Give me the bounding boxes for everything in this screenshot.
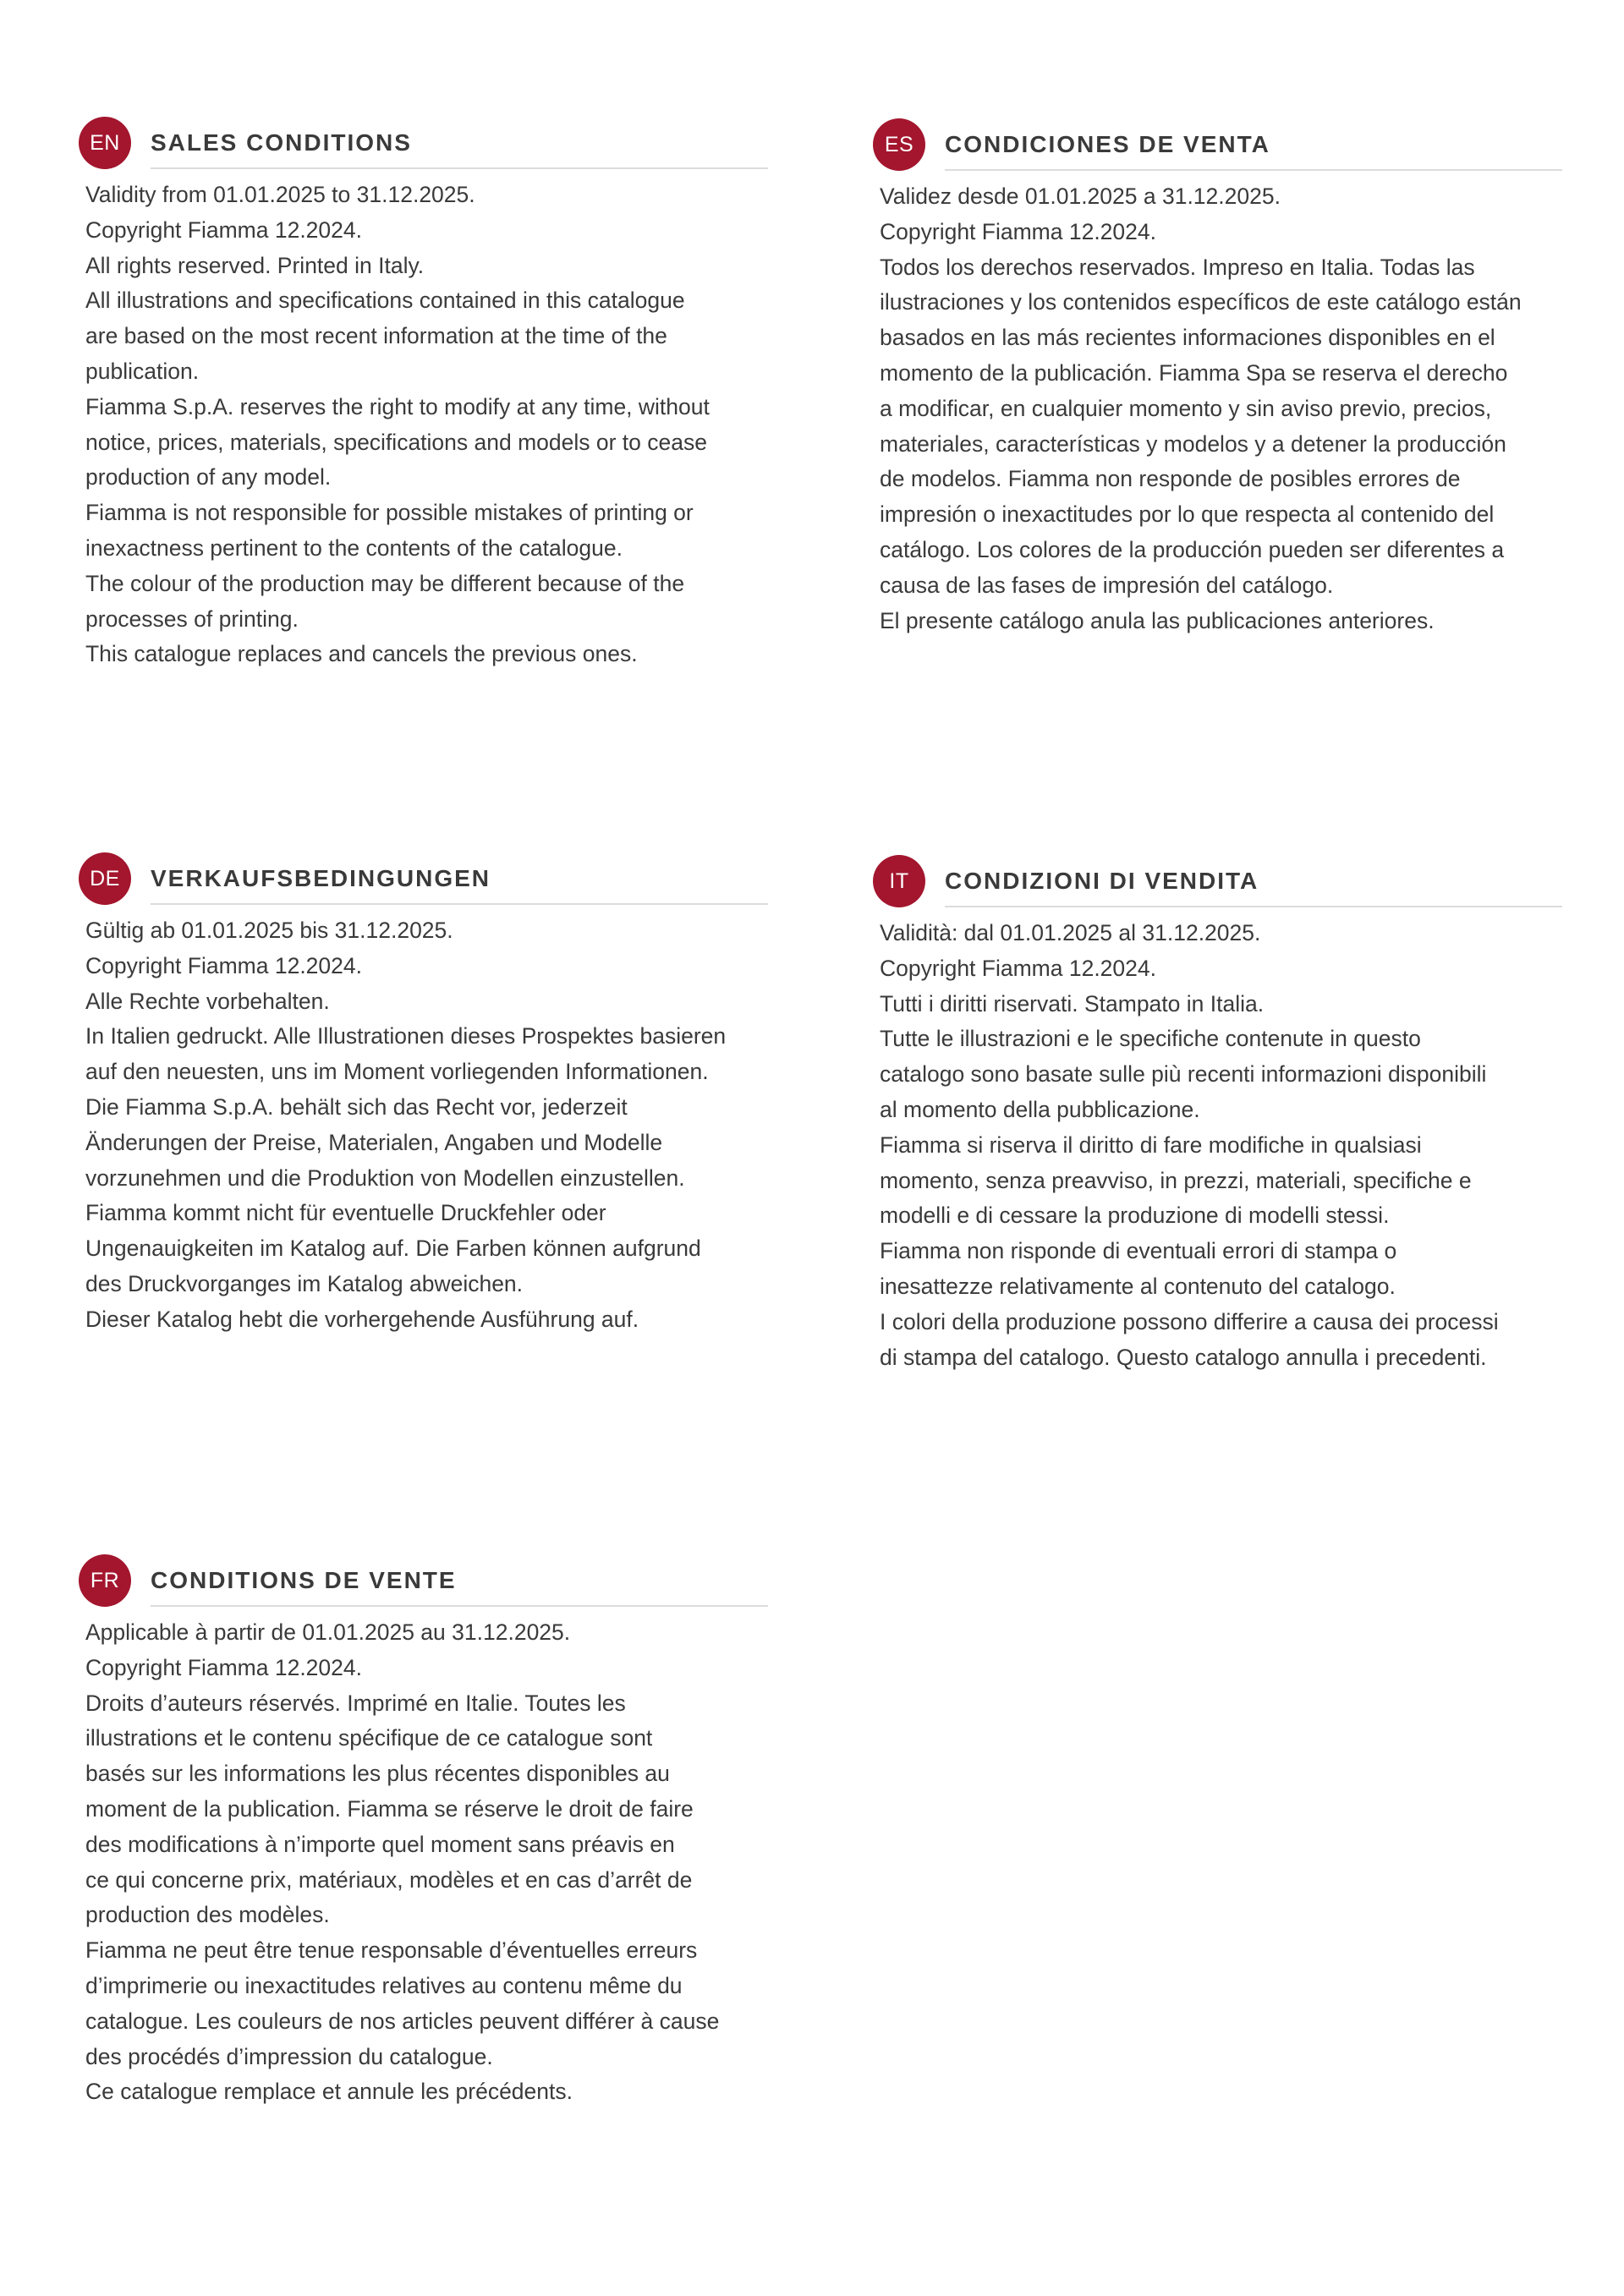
text-line: publication. — [85, 358, 200, 384]
text-line: basados en las más recientes informaciones disponibles en el — [880, 325, 1495, 351]
text-line: auf den neuesten, uns im Moment vorliegenden Informationen. — [85, 1059, 709, 1085]
text-line: Fiamma si riserva il diritto di fare modifiche in qualsiasi — [880, 1132, 1422, 1158]
text-line: causa de las fases de impresión del catálogo. — [880, 572, 1334, 598]
text-line: moment de la publication. Fiamma se réserve le droit de faire — [85, 1795, 694, 1822]
text-line: All illustrations and specifications contained in this catalogue — [85, 288, 685, 314]
section-header — [79, 117, 768, 169]
title-divider — [945, 906, 1562, 907]
text-line: Validità: dal 01.01.2025 al 31.12.2025. — [880, 920, 1261, 945]
section-body — [873, 179, 1562, 638]
text-line: Dieser Katalog hebt die vorhergehende Ausführung auf. — [85, 1306, 639, 1332]
text-line: de modelos. Fiamma non responde de posibles errores de — [880, 466, 1461, 492]
text-line: materiales, características y modelos y a detener la producción — [880, 430, 1506, 457]
text-line: I colori della produzione possono differire a causa dei processi — [880, 1308, 1499, 1334]
title-divider — [151, 167, 768, 169]
text-line: Copyright Fiamma 12.2024. — [880, 218, 1156, 244]
text-line: d’imprimerie ou inexactitudes relatives au contenu même du — [85, 1972, 683, 1998]
text-line: Fiamma non risponde di eventuali errori di stampa o — [880, 1238, 1397, 1264]
text-line: di stampa del catalogo. Questo catalogo annulla i precedenti. — [880, 1344, 1487, 1370]
text-line: In Italien gedruckt. Alle Illustrationen dieses Prospektes basieren — [85, 1023, 727, 1049]
section-fr — [79, 1554, 768, 2110]
text-line: inexactness pertinent to the contents of the catalogue. — [85, 534, 623, 561]
text-line: catalogue. Les couleurs de nos articles peuvent différer à cause — [85, 2008, 720, 2034]
text-line: illustrations et le contenu spécifique de ce catalogue sont — [85, 1725, 653, 1751]
text-line: inesattezze relativamente al contenuto del catalogo. — [880, 1273, 1396, 1299]
title-divider — [151, 1605, 768, 1607]
text-line: impresión o inexactitudes por lo que respecta al contenido del — [880, 501, 1495, 528]
text-line: Copyright Fiamma 12.2024. — [85, 1654, 362, 1680]
text-line: Todos los derechos reservados. Impreso en Italia. Todas las — [880, 254, 1475, 280]
section-title: CONDITIONS DE VENTE — [151, 1567, 457, 1593]
text-line: The colour of the production may be different because of the — [85, 570, 685, 596]
section-de — [79, 852, 768, 1338]
section-title: CONDICIONES DE VENTA — [945, 131, 1270, 157]
text-line: vorzunehmen und die Produktion von Modellen einzustellen. — [85, 1164, 685, 1191]
title-divider — [945, 169, 1562, 171]
section-header — [79, 1554, 768, 1607]
text-line: Validez desde 01.01.2025 a 31.12.2025. — [880, 184, 1281, 209]
text-line: notice, prices, materials, specifications and models or to cease — [85, 429, 707, 455]
text-line: Fiamma is not responsible for possible mistakes of printing or — [85, 500, 694, 526]
text-line: momento de la publicación. Fiamma Spa se reserva el derecho — [880, 359, 1508, 386]
text-line: Fiamma ne peut être tenue responsable d’éventuelles erreurs — [85, 1937, 698, 1964]
language-badge-fr: FR — [79, 1554, 131, 1607]
language-badge-it: IT — [873, 855, 925, 907]
text-line: Fiamma S.p.A. reserves the right to modify at any time, without — [85, 393, 710, 419]
text-line: Copyright Fiamma 12.2024. — [85, 216, 362, 243]
text-line: des procédés d’impression du catalogue. — [85, 2043, 493, 2069]
text-line: catálogo. Los colores de la producción pueden ser diferentes a — [880, 536, 1505, 562]
text-line: Gültig ab 01.01.2025 bis 31.12.2025. — [85, 918, 453, 943]
text-line: Validity from 01.01.2025 to 31.12.2025. — [85, 182, 475, 207]
section-it — [873, 855, 1562, 1375]
text-line: Ce catalogue remplace et annule les précédents. — [85, 2079, 573, 2105]
text-line: Applicable à partir de 01.01.2025 au 31.12.2025. — [85, 1619, 571, 1645]
text-line: modelli e di cessare la produzione di modelli stessi. — [880, 1203, 1390, 1229]
section-es — [873, 118, 1562, 638]
text-line: All rights reserved. Printed in Italy. — [85, 252, 425, 278]
section-body — [79, 178, 768, 672]
title-divider — [151, 903, 768, 905]
section-body — [79, 1615, 768, 2110]
text-line: Änderungen der Preise, Materialen, Angaben und Modelle — [85, 1129, 663, 1155]
text-line: processes of printing. — [85, 606, 299, 632]
text-line: This catalogue replaces and cancels the previous ones. — [85, 641, 638, 667]
section-title: VERKAUFSBEDINGUNGEN — [151, 865, 491, 891]
text-line: Droits d’auteurs réservés. Imprimé en Italie. Toutes les — [85, 1690, 626, 1716]
section-title: CONDIZIONI DI VENDITA — [945, 868, 1259, 894]
text-line: are based on the most recent information at the time of the — [85, 323, 667, 349]
section-body — [79, 913, 768, 1338]
text-line: ilustraciones y los contenidos específicos de este catálogo están — [880, 289, 1522, 315]
section-header — [873, 118, 1562, 171]
text-line: catalogo sono basate sulle più recenti informazioni disponibili — [880, 1061, 1487, 1088]
text-line: Copyright Fiamma 12.2024. — [85, 952, 362, 978]
text-line: El presente catálogo anula las publicaciones anteriores. — [880, 607, 1435, 633]
text-line: momento, senza preavviso, in prezzi, materiali, specifiche e — [880, 1167, 1472, 1193]
text-line: Tutti i diritti riservati. Stampato in Italia. — [880, 990, 1265, 1016]
section-en — [79, 117, 768, 672]
language-badge-en: EN — [79, 117, 131, 169]
language-badge-es: ES — [873, 118, 925, 171]
section-title: SALES CONDITIONS — [151, 129, 412, 156]
text-line: Die Fiamma S.p.A. behält sich das Recht vor, jederzeit — [85, 1093, 628, 1120]
text-line: a modificar, en cualquier momento y sin aviso previo, precios, — [880, 395, 1492, 421]
text-line: al momento della pubblicazione. — [880, 1096, 1200, 1122]
section-header — [79, 852, 768, 905]
language-badge-de: DE — [79, 852, 131, 905]
text-line: production of any model. — [85, 464, 332, 490]
text-line: des Druckvorganges im Katalog abweichen. — [85, 1270, 524, 1296]
section-body — [873, 916, 1562, 1375]
text-line: des modifications à n’importe quel moment sans préavis en — [85, 1831, 675, 1857]
text-line: basés sur les informations les plus récentes disponibles au — [85, 1761, 670, 1787]
text-line: Fiamma kommt nicht für eventuelle Druckfehler oder — [85, 1200, 606, 1226]
text-line: Tutte le illustrazioni e le specifiche contenute in questo — [880, 1026, 1421, 1052]
text-line: Ungenauigkeiten im Katalog auf. Die Farben können aufgrund — [85, 1236, 701, 1262]
section-header — [873, 855, 1562, 907]
text-line: Alle Rechte vorbehalten. — [85, 988, 330, 1014]
text-line: production des modèles. — [85, 1902, 330, 1928]
text-line: ce qui concerne prix, matériaux, modèles et en cas d’arrêt de — [85, 1866, 693, 1893]
text-line: Copyright Fiamma 12.2024. — [880, 955, 1156, 981]
